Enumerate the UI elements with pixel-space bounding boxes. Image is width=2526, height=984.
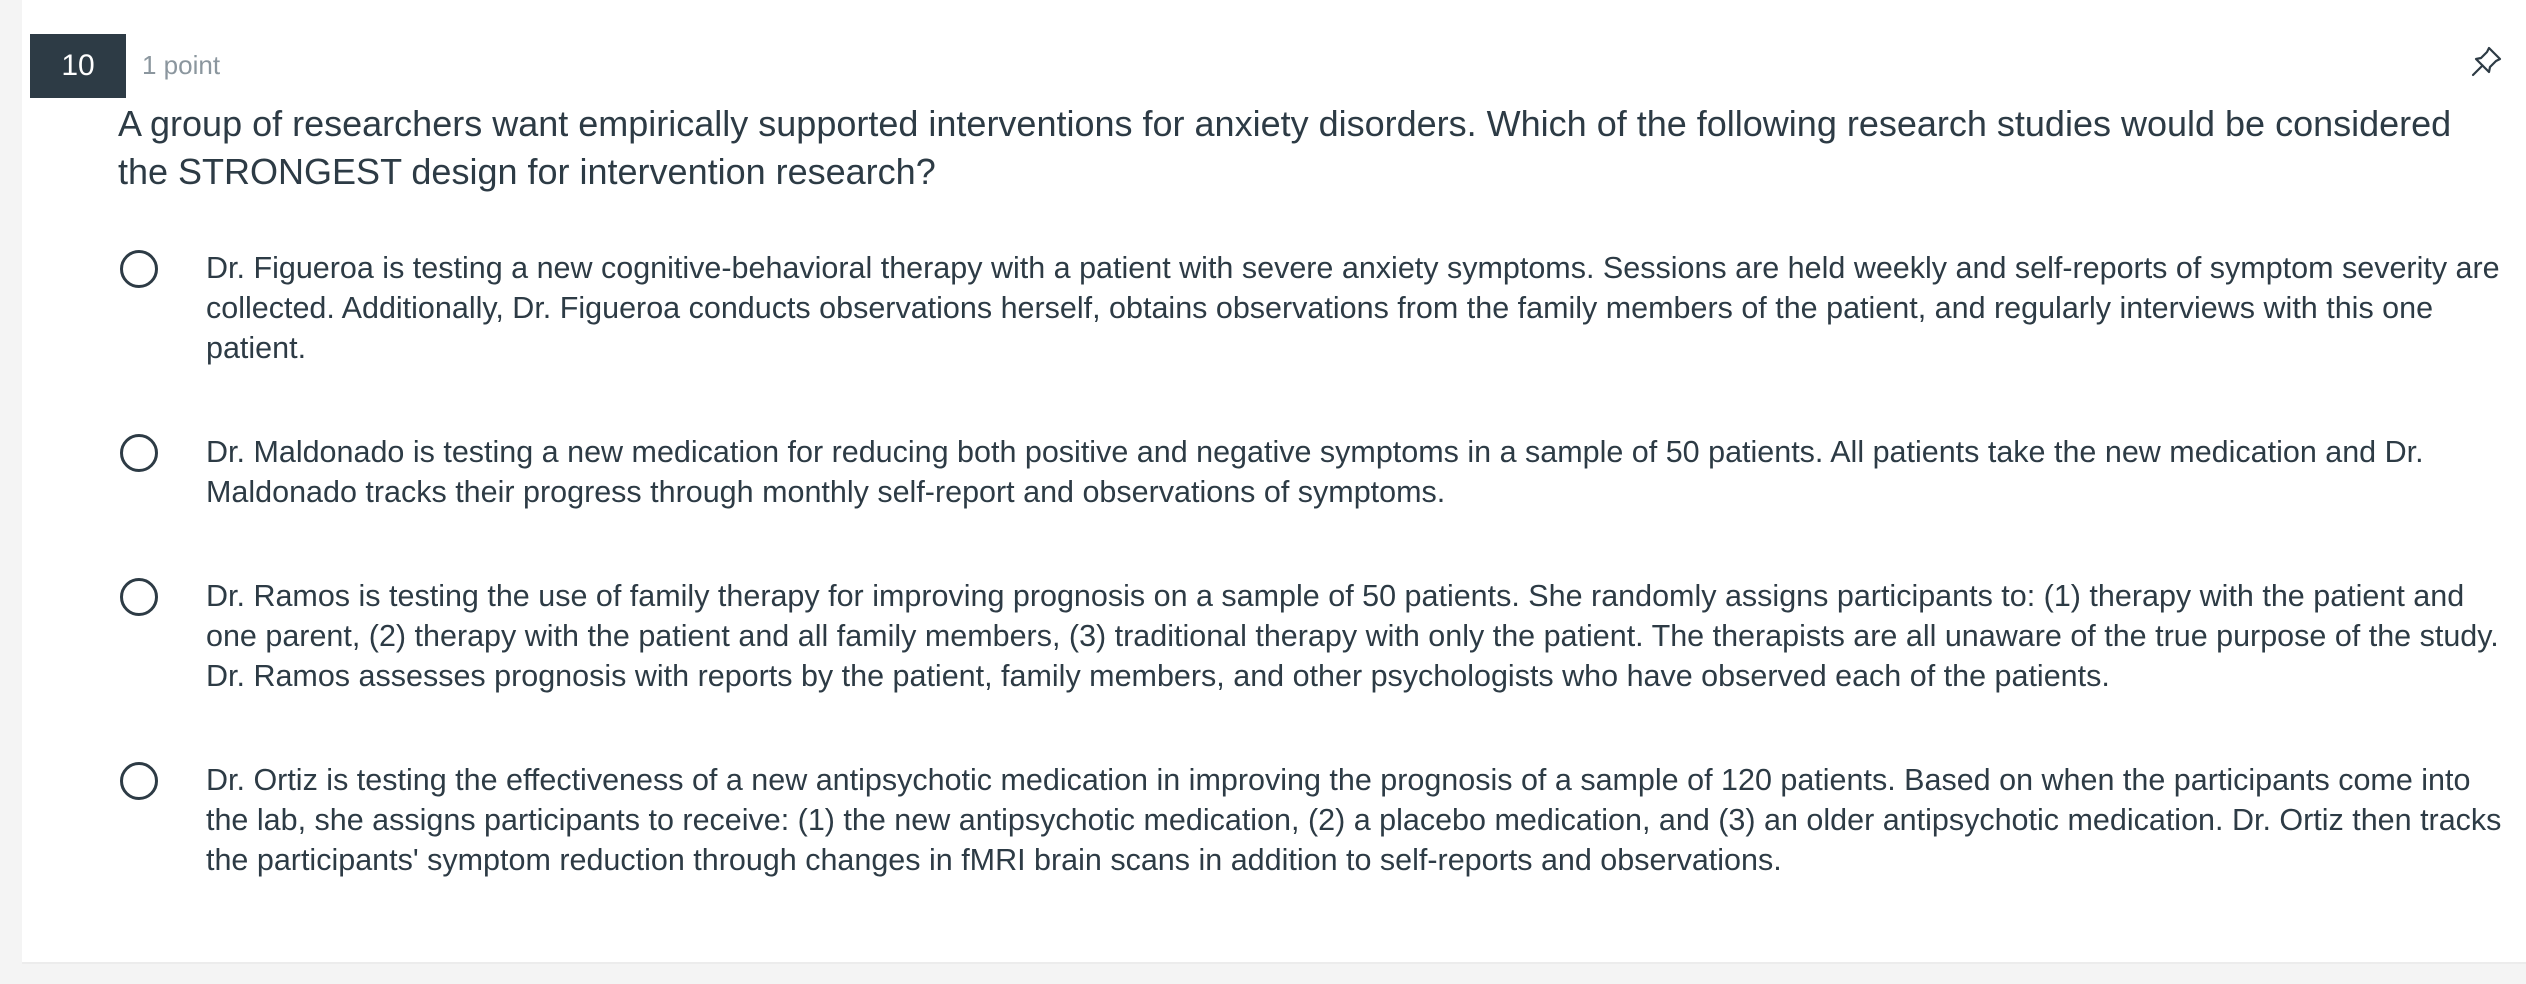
answer-radio-button[interactable] [120,250,158,288]
answer-label[interactable]: Dr. Ortiz is testing the effectiveness of a new antipsychotic medication in improving the prognosis of a sample of 120 patients. Based on when the participants come into the lab, she assigns participants to receive: (1) the new antipsychotic medication, (2) a placebo medication, and (3) an older antipsychotic medication. Dr. Ortiz then tracks the participants' symptom reduction through changes in fMRI brain scans in addition to self-reports and observations. [206,763,2502,877]
quiz-question-card [22,0,2526,964]
pin-icon[interactable] [2468,44,2504,80]
answer-radio-button[interactable] [120,434,158,472]
answer-label[interactable]: Dr. Maldonado is testing a new medication for reducing both positive and negative symptoms in a sample of 50 patients. All patients take the new medication and Dr. Maldonado tracks their progress through monthly self-report and observations of symptoms. [206,435,2424,509]
question-text: A group of researchers want empirically supported interventions for anxiety disorders. Which of the following research studies would be considered the STRONGEST design for intervention research? [118,103,2452,192]
answer-radio-button[interactable] [120,762,158,800]
answer-label[interactable]: Dr. Ramos is testing the use of family therapy for improving prognosis on a sample of 50 patients. She randomly assigns participants to: (1) therapy with the patient and one parent, (2) therapy with the patient and all family members, (3) traditional therapy with only the patient. The therapists are all unaware of the true purpose of the study. Dr. Ramos assesses prognosis with reports by the patient, family members, and other psychologists who have observed each of the patients. [206,579,2499,693]
pin-icon-svg [2468,44,2504,80]
question-points: 1 point [142,50,221,80]
answer-label[interactable]: Dr. Figueroa is testing a new cognitive-behavioral therapy with a patient with severe anxiety symptoms. Sessions are held weekly and self-reports of symptom severity are collected. Additionally, Dr. Figueroa conducts observations herself, obtains observations from the family members of the patient, and regularly interviews with this one patient. [206,251,2500,365]
answer-radio-button[interactable] [120,578,158,616]
question-number-badge: 10 [30,34,126,98]
